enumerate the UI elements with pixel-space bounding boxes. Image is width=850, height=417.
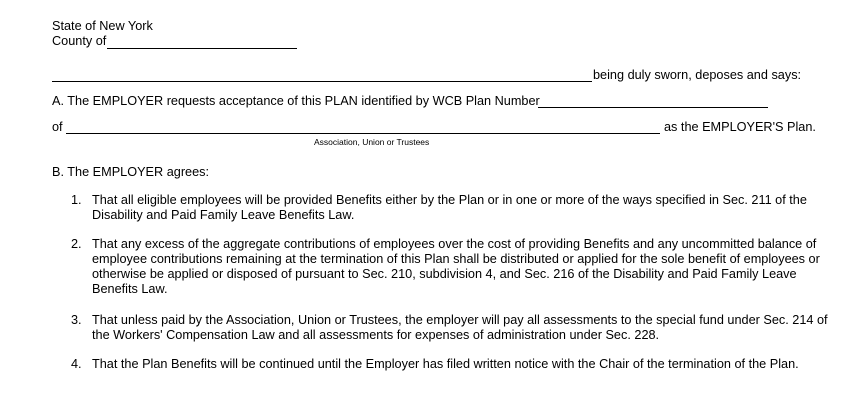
affiant-name-field[interactable] — [52, 81, 592, 82]
item-text-line: the Workers' Compensation Law and all assessments for expenses of administration under Sec. 228. — [92, 328, 660, 342]
county-field[interactable] — [107, 48, 297, 49]
section-b-heading: B. The EMPLOYER agrees: — [52, 165, 210, 179]
item-number: 2. — [71, 237, 82, 251]
of-label: of — [52, 120, 63, 134]
state-label: State of New York — [52, 19, 153, 33]
section-a-text: A. The EMPLOYER requests acceptance of this PLAN identified by WCB Plan Number — [52, 94, 540, 108]
field-caption: Association, Union or Trustees — [314, 137, 430, 147]
item-text-line: Benefits Law. — [92, 282, 168, 296]
sworn-statement: being duly sworn, deposes and says: — [593, 68, 802, 82]
item-number: 3. — [71, 313, 82, 327]
item-text-line: otherwise be applied or disposed of pursuant to Sec. 210, subdivision 4, and Sec. 216 of the Disability and Paid Family Leave — [92, 267, 797, 281]
item-text-line: That any excess of the aggregate contributions of employees over the cost of providing Benefits and any uncommitted balance of — [92, 237, 817, 251]
item-text-line: That the Plan Benefits will be continued until the Employer has filed written notice with the Chair of the termination of the Plan. — [92, 357, 799, 371]
item-number: 1. — [71, 193, 82, 207]
item-text-line: Disability and Paid Family Leave Benefits Law. — [92, 208, 355, 222]
employer-plan-suffix: as the EMPLOYER'S Plan. — [664, 120, 816, 134]
item-text-line: That all eligible employees will be provided Benefits either by the Plan or in one or more of the ways specified in Sec. 211 of the — [92, 193, 807, 207]
county-label: County of — [52, 34, 107, 48]
item-text-line: That unless paid by the Association, Union or Trustees, the employer will pay all assessments to the special fund under Sec. 214 of — [92, 313, 828, 327]
wcb-plan-number-field[interactable] — [538, 107, 768, 108]
association-union-trustees-field[interactable] — [66, 133, 660, 134]
item-number: 4. — [71, 357, 82, 371]
item-text-line: employee contributions remaining at the termination of this Plan shall be distributed or applied for the sole benefit of employees or — [92, 252, 820, 266]
